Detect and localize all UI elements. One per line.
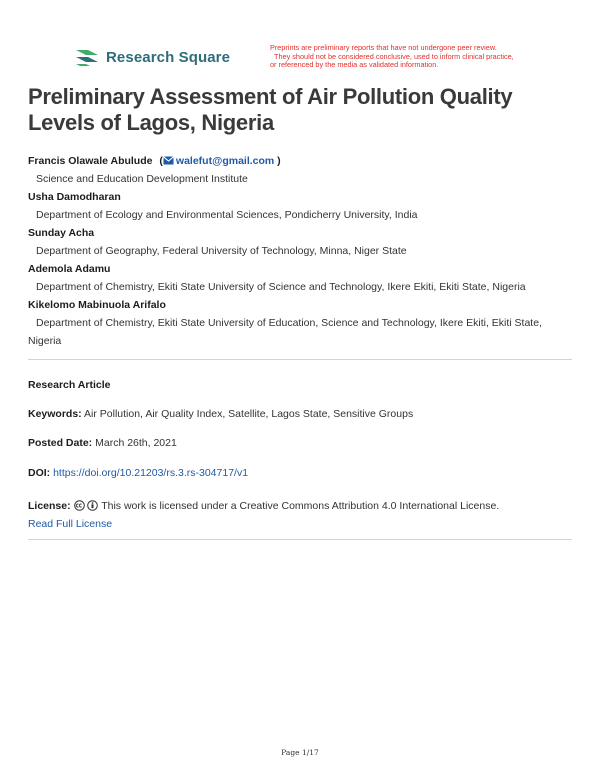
keywords-label: Keywords:	[28, 408, 82, 420]
email-close: )	[277, 155, 281, 167]
article-type-text: Research Article	[28, 379, 111, 391]
posted-date-label: Posted Date:	[28, 437, 93, 449]
header	[74, 44, 574, 80]
title-line: Levels of Lagos, Nigeria	[28, 110, 274, 135]
research-square-logo[interactable]	[74, 46, 230, 68]
author-affiliation: Department of Geography, Federal University of Technology, Minna, Niger State	[36, 245, 407, 257]
license-label: License:	[28, 500, 71, 512]
author-name	[28, 152, 576, 170]
paper-title	[28, 84, 572, 136]
posted-date	[28, 437, 576, 449]
logo-text: Research Square	[106, 48, 231, 66]
notice-line: or referenced by the media as validated information.	[270, 60, 439, 70]
doi	[28, 467, 576, 479]
cc-by-icon	[87, 500, 98, 511]
author-name: Kikelomo Mabinuola Arifalo	[28, 299, 166, 311]
doi-label: DOI:	[28, 467, 51, 479]
author-name-text: Francis Olawale Abulude	[28, 155, 153, 167]
author-affiliation: Department of Chemistry, Ekiti State University of Education, Science and Technology, Ikere Ekiti, Ekiti State, Nigeria	[28, 317, 542, 347]
keywords	[28, 408, 576, 420]
doi-link[interactable]: https://doi.org/10.21203/rs.3.rs-304717/v1	[53, 467, 249, 479]
author-name: Sunday Acha	[28, 227, 95, 239]
read-full-license-link[interactable]: Read Full License	[28, 518, 113, 530]
license	[28, 497, 576, 533]
research-square-logo-icon	[74, 46, 100, 68]
author-name: Usha Damodharan	[28, 191, 121, 203]
page-number: Page 1/17	[281, 748, 319, 757]
title-line: Preliminary Assessment of Air Pollution Quality	[28, 84, 513, 109]
license-text: This work is licensed under a Creative Commons Attribution 4.0 International License.	[101, 500, 500, 512]
envelope-icon	[163, 156, 174, 165]
author-list	[28, 152, 576, 350]
author-affiliation: Department of Ecology and Environmental Sciences, Pondicherry University, India	[36, 209, 418, 221]
divider	[28, 359, 572, 360]
author-affiliation: Science and Education Development Institute	[36, 173, 248, 185]
author-email-link[interactable]: walefut@gmail.com	[175, 155, 275, 167]
notice-line: Preprints are preliminary reports that have not undergone peer review.	[270, 43, 497, 52]
keywords-value: Air Pollution, Air Quality Index, Satellite, Lagos State, Sensitive Groups	[84, 408, 414, 420]
preprint-notice	[270, 44, 570, 70]
divider	[28, 539, 572, 540]
posted-date-value: March 26th, 2021	[95, 437, 177, 449]
author-affiliation: Department of Chemistry, Ekiti State University of Science and Technology, Ikere Ekiti, Ekiti State, Nigeria	[36, 281, 526, 293]
author-name: Ademola Adamu	[28, 263, 111, 275]
cc-icon	[74, 500, 85, 511]
article-type	[28, 379, 576, 391]
email-open: (	[159, 155, 163, 167]
notice-line: They should not be considered conclusive, used to inform clinical practice,	[274, 51, 514, 61]
